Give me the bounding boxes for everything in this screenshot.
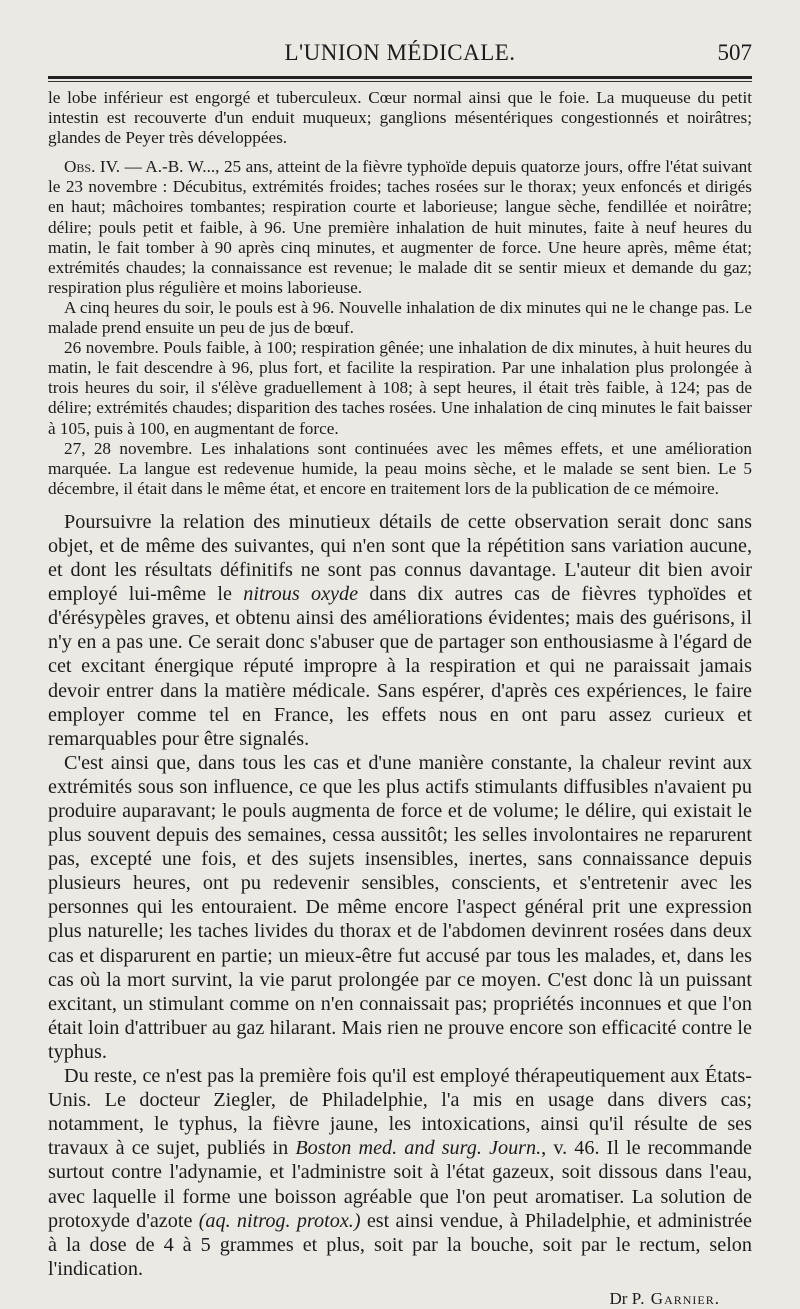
observation-paragraph: [48, 157, 752, 298]
text-run: est ainsi vendue, à Philadelphie, et administrée à la dose de 4 à 5 grammes et plus, soit par la bouche, soit par le rectum, selon l'indication.: [48, 1209, 752, 1280]
italic-term: nitrous oxyde: [243, 583, 359, 606]
paragraph: 26 novembre. Pouls faible, à 100; respiration gênée; une inhalation de dix minutes, à huit heures du matin, le fait descendre à 96, plus fort, et facilite la respiration. Par une inhalation plus prolongée à trois heures du soir, il s'élève graduellement à 108; à sept heures, il était très faible, à 124; pas de délire; extrémités chaudes; disparition des taches rosées. Une inhalation de cinq minutes le fait baisser à 105, puis à 100, en augmentant de force.: [48, 338, 752, 438]
paragraph: A cinq heures du soir, le pouls est à 96. Nouvelle inhalation de dix minutes qui ne le change pas. Le malade prend ensuite un peu de jus de bœuf.: [48, 297, 752, 338]
observation-label: Obs. IV.: [64, 157, 121, 177]
signature-name: P. Garnier.: [631, 1288, 720, 1308]
paragraph: [48, 510, 752, 751]
text-run: Du reste, ce n'est pas la première fois qu'il est employé thérapeutiquement aux États-Unis. Le docteur Ziegler, de Philadelphie, l'a mis en usage dans divers cas; notamment, le typhus, la fièvre jaune, les intoxications, ainsi qu'il résulte de ses travaux à ce sujet, publiés in: [48, 1065, 752, 1160]
text-run: , v. 46. Il le recommande surtout contre l'adynamie, et l'administre soit à l'état gazeux, soit dissous dans l'eau, avec laquelle il forme une boisson agréable que l'on peut aromatiser. La solution de protoxyde d'azote: [48, 1137, 752, 1232]
paragraph: [48, 1064, 752, 1281]
article-body: [48, 88, 752, 1309]
paragraph: C'est ainsi que, dans tous les cas et d'une manière constante, la chaleur revint aux extrémités sous son influence, ce que les plus actifs stimulants diffusibles n'avaient pu produire auparavant; le pouls augmenta de force et de volume; le délire, qui existait le plus souvent depuis des semaines, cessa aussitôt; les selles involontaires ne reparurent pas, excepté une fois, et des sujets insensibles, inertes, sans connaissance depuis plusieurs heures, ont pu redevenir sensibles, conscients, et s'entretenir avec les personnes qui les entouraient. De même encore l'aspect général prit une expression plus naturelle; les taches livides du thorax et de l'abdomen devinrent rosées dans deux cas et disparurent en partie; un mieux-être fut accusé par tous les malades, et, dans les cas où la mort survint, la vie parut prolongée par ce moyen. C'est donc là un puissant excitant, un stimulant comme on n'en connaissait pas; propriétés inconnues et que l'on était loin d'attribuer au gaz hilarant. Mais rien ne prouve encore son efficacité contre le typhus.: [48, 751, 752, 1063]
italic-term: (aq. nitrog. protox.): [198, 1209, 361, 1232]
text-run: dans dix autres cas de fièvres typhoïdes et d'érésypèles graves, et obtenu ainsi des améliorations évidentes; mais des guérisons, il n'y en a pas une. Ce serait donc s'abuser que de partager son enthousiasme à l'égard de cet excitant énergique réputé impropre à la respiration et qui ne paraissait jamais devoir entrer dans la matière médicale. Sans espérer, d'après ces expériences, le faire employer comme tel en France, les effets nous en ont paru assez curieux et remarquables pour être signalés.: [48, 583, 752, 750]
paragraph: 27, 28 novembre. Les inhalations sont continuées avec les mêmes effets, et une amélioration marquée. La langue est redevenue humide, la peau moins sèche, et le malade se sent bien. Le 5 décembre, il était dans le même état, et encore en traitement lors de la publication de ce mémoire.: [48, 438, 752, 498]
page-number: 507: [717, 40, 752, 65]
page-header: [48, 38, 752, 72]
signature-title: Dr: [609, 1288, 628, 1308]
paragraph: le lobe inférieur est engorgé et tuberculeux. Cœur normal ainsi que le foie. La muqueuse du petit intestin est recouverte d'un enduit muqueux; ganglions mésentériques congestionnés et noirâtres; glandes de Peyer très développées.: [48, 88, 752, 148]
observation-text: — A.-B. W..., 25 ans, atteint de la fièvre typhoïde depuis quatorze jours, offre l'état suivant le 23 novembre : Décubitus, extrémités froides; taches rosées sur le thorax; yeux enfoncés et dirigés en haut; mâchoires tombantes; respiration courte et laborieuse; langue sèche, fendillée et noirâtre; délire; pouls petit et faible, à 96. Une première inhalation de huit minutes, faite à neuf heures du matin, le fait tomber à 90 après cinq minutes, et augmenter de force. Une heure après, même état; extrémités chaudes; la connaissance est revenue; le malade dit se sentir mieux et demande du gaz; respiration plus régulière et moins laborieuse.: [48, 157, 752, 297]
header-rule: [48, 76, 752, 79]
author-signature: [48, 1289, 752, 1309]
text-run: Poursuivre la relation des minutieux détails de cette observation serait donc sans objet, et de même des suivantes, qui n'en sont que la répétition sans variation aucune, et dont les résultats définitifs ne sont pas connus davantage. L'auteur dit bien avoir employé lui-même le: [48, 510, 752, 606]
header-rule-thin: [48, 81, 752, 82]
commentary-section: [48, 510, 752, 1281]
observation-section: [48, 88, 752, 499]
journal-citation: Boston med. and surg. Journ.: [295, 1137, 542, 1160]
running-title: L'UNION MÉDICALE.: [284, 40, 516, 65]
